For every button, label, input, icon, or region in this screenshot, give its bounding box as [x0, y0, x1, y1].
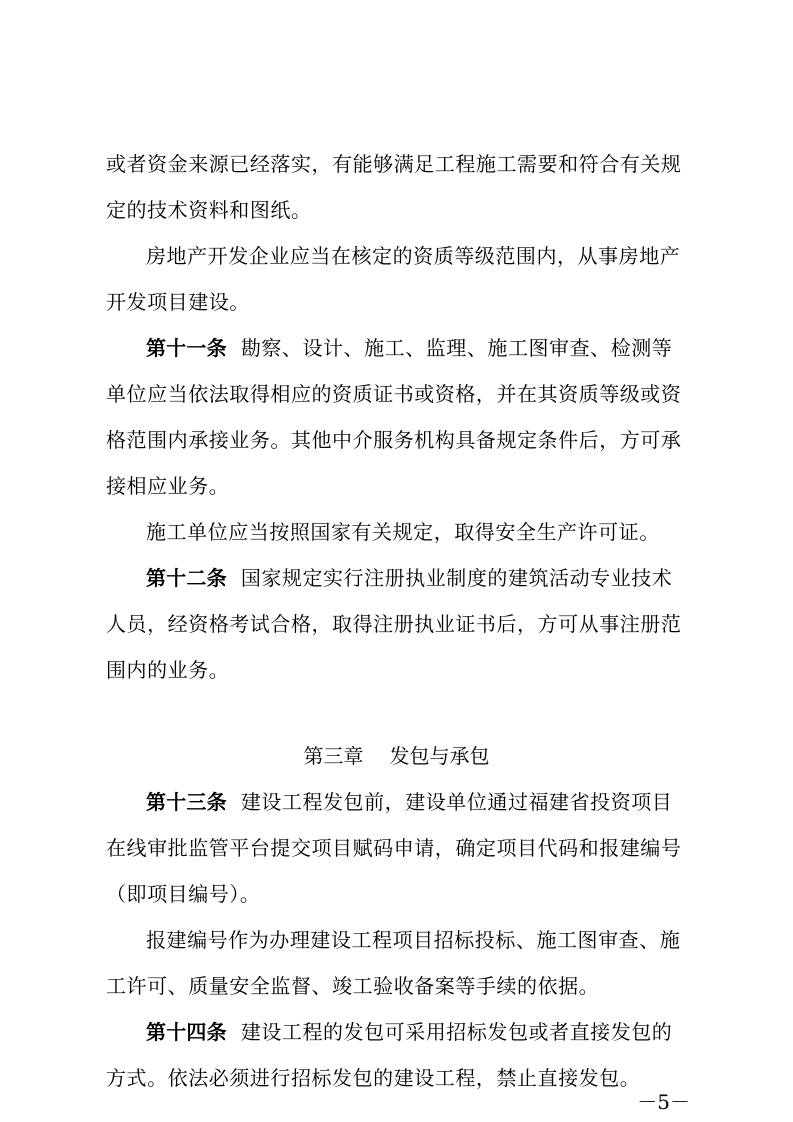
paragraph-line: 在线审批监管平台提交项目赋码申请，确定项目代码和报建编号 [106, 836, 682, 860]
chapter-heading [0, 737, 793, 775]
article-12-line [146, 559, 696, 597]
paragraph-line: 单位应当依法取得相应的资质证书或资格，并在其资质等级或资 [106, 382, 682, 406]
paragraph-line: 人员，经资格考试合格，取得注册执业证书后，方可从事注册范 [106, 612, 682, 636]
article-14-text: 建设工程的发包可采用招标发包或者直接发包的 [240, 1020, 673, 1044]
page-number: －5－ [637, 1090, 690, 1114]
paragraph-line: 围内的业务。 [106, 658, 230, 682]
paragraph-line: 工许可、质量安全监督、竣工验收备案等手续的依据。 [106, 974, 600, 998]
article-11-text: 勘察、设计、施工、监理、施工图审查、检测等 [240, 336, 673, 360]
article-14-label: 第十四条 [146, 1020, 227, 1044]
paragraph-line: 房地产开发企业应当在核定的资质等级范围内，从事房地产 [146, 244, 681, 268]
chapter-title: 发包与承包 [389, 744, 490, 768]
paragraph-line: 定的技术资料和图纸。 [106, 198, 312, 222]
paragraph-line: 方式。依法必须进行招标发包的建设工程，禁止直接发包。 [106, 1066, 641, 1090]
article-13-text: 建设工程发包前，建设单位通过福建省投资项目 [240, 790, 673, 814]
paragraph-line: 开发项目建设。 [106, 290, 250, 314]
article-11-label: 第十一条 [146, 336, 227, 360]
article-13-line [146, 783, 696, 821]
article-13-label: 第十三条 [146, 790, 227, 814]
article-11-line [146, 329, 696, 367]
paragraph-line: 接相应业务。 [106, 474, 230, 498]
paragraph-line: 报建编号作为办理建设工程项目招标投标、施工图审查、施 [146, 928, 681, 952]
paragraph-line: 施工单位应当按照国家有关规定，取得安全生产许可证。 [146, 520, 660, 544]
chapter-number: 第三章 [303, 744, 364, 768]
paragraph-line: 格范围内承接业务。其他中介服务机构具备规定条件后，方可承 [106, 428, 682, 452]
article-12-text: 国家规定实行注册执业制度的建筑活动专业技术 [240, 566, 673, 590]
paragraph-line: （即项目编号）。 [106, 882, 261, 906]
article-14-line [146, 1013, 696, 1051]
article-12-label: 第十二条 [146, 566, 227, 590]
paragraph-line: 或者资金来源已经落实，有能够满足工程施工需要和符合有关规 [106, 152, 682, 176]
